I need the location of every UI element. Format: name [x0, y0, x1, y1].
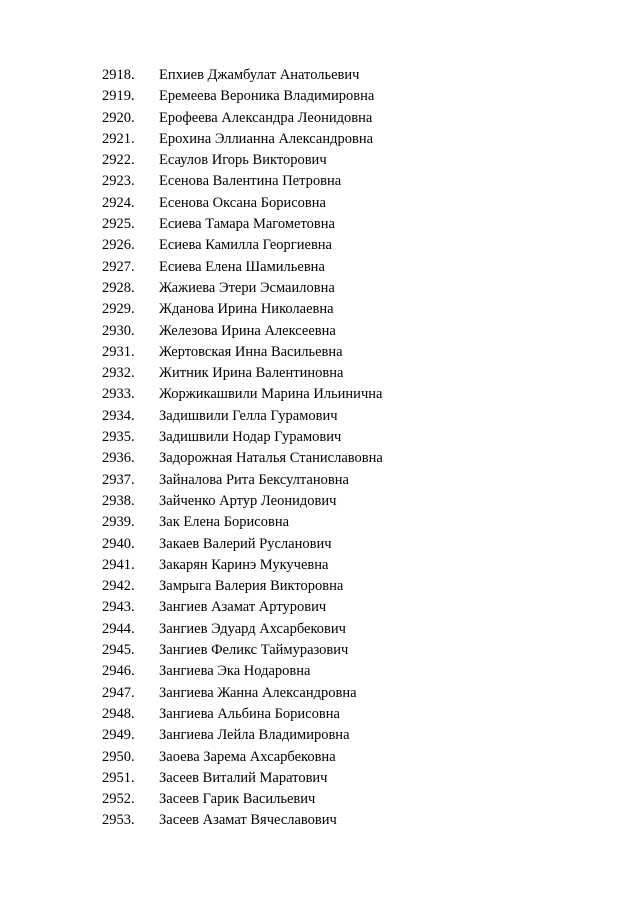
- entry-number: 2923.: [102, 173, 135, 190]
- entry-name: Задишвили Нодар Гурамович: [159, 429, 342, 446]
- list-item: [102, 512, 383, 533]
- entry-number: 2937.: [102, 471, 135, 488]
- entry-name: Еремеева Вероника Владимировна: [159, 88, 375, 105]
- entry-number: 2931.: [102, 343, 135, 360]
- entry-name: Зангиев Феликс Таймуразович: [159, 642, 349, 659]
- entry-number: 2951.: [102, 769, 135, 786]
- entry-name: Житник Ирина Валентиновна: [159, 365, 344, 382]
- entry-name: Зак Елена Борисовна: [159, 514, 290, 531]
- entry-name: Жажиева Этери Эсмаиловна: [159, 279, 335, 296]
- entry-number: 2925.: [102, 216, 135, 233]
- entry-name: Епхиев Джамбулат Анатольевич: [159, 67, 360, 83]
- entry-number: 2949.: [102, 727, 135, 744]
- entry-name: Засеев Гарик Васильевич: [159, 791, 316, 808]
- entry-number: 2926.: [102, 237, 135, 254]
- list-item: [102, 214, 383, 235]
- entry-name: Есиева Тамара Магометовна: [159, 216, 335, 233]
- entry-number: 2953.: [102, 812, 135, 829]
- list-item: [102, 448, 383, 469]
- entry-number: 2952.: [102, 791, 135, 808]
- entry-name: Зангиев Эдуард Ахсарбекович: [159, 620, 346, 637]
- entry-number: 2920.: [102, 109, 135, 126]
- entry-number: 2943.: [102, 599, 135, 616]
- entry-name: Засеев Виталий Маратович: [159, 769, 328, 786]
- entry-name: Зангиева Жанна Александровна: [159, 684, 357, 701]
- entry-number: 2928.: [102, 279, 135, 296]
- list-item: [102, 108, 383, 129]
- entry-number: 2927.: [102, 258, 135, 275]
- list-item: [102, 810, 383, 831]
- entry-name: Задорожная Наталья Станиславовна: [159, 450, 383, 467]
- entry-name: Ерофеева Александра Леонидовна: [159, 109, 373, 126]
- list-item: [102, 406, 383, 427]
- entry-number: 2948.: [102, 705, 135, 722]
- entry-number: 2930.: [102, 322, 135, 339]
- name-list: [102, 65, 383, 832]
- entry-name: Железова Ирина Алексеевна: [159, 322, 336, 339]
- entry-name: Зангиева Альбина Борисовна: [159, 705, 340, 722]
- entry-name: Зайналова Рита Бексултановна: [159, 471, 349, 488]
- entry-name: Заоева Зарема Ахсарбековна: [159, 748, 336, 765]
- entry-number: 2936.: [102, 450, 135, 467]
- list-item: [102, 65, 383, 86]
- list-item: [102, 384, 383, 405]
- list-item: [102, 129, 383, 150]
- list-item: [102, 576, 383, 597]
- entry-name: Жданова Ирина Николаевна: [159, 301, 334, 318]
- entry-number: 2947.: [102, 684, 135, 701]
- entry-number: 2950.: [102, 748, 135, 765]
- entry-name: Есиева Елена Шамильевна: [159, 258, 325, 275]
- entry-name: Есенова Валентина Петровна: [159, 173, 342, 190]
- list-item: [102, 491, 383, 512]
- entry-number: 2933.: [102, 386, 135, 403]
- entry-number: 2944.: [102, 620, 135, 637]
- entry-number: 2922.: [102, 152, 135, 169]
- entry-number: 2935.: [102, 429, 135, 446]
- list-item: [102, 683, 383, 704]
- list-item: [102, 640, 383, 661]
- list-item: [102, 193, 383, 214]
- entry-name: Зангиева Эка Нодаровна: [159, 663, 311, 680]
- entry-name: Есенова Оксана Борисовна: [159, 194, 326, 211]
- list-item: [102, 534, 383, 555]
- list-item: [102, 470, 383, 491]
- list-item: [102, 342, 383, 363]
- entry-name: Задишвили Гелла Гурамович: [159, 407, 338, 424]
- list-item: [102, 789, 383, 810]
- entry-name: Ерохина Эллианна Александровна: [159, 130, 374, 147]
- entry-name: Засеев Азамат Вячеславович: [159, 812, 337, 829]
- entry-number: 2941.: [102, 556, 135, 573]
- entry-name: Жоржикашвили Марина Ильинична: [159, 386, 383, 403]
- entry-number: 2938.: [102, 492, 135, 509]
- list-item: [102, 171, 383, 192]
- entry-name: Зайченко Артур Леонидович: [159, 492, 337, 509]
- entry-name: Зангиева Лейла Владимировна: [159, 727, 350, 744]
- entry-number: 2945.: [102, 642, 135, 659]
- entry-number: 2934.: [102, 407, 135, 424]
- list-item: [102, 768, 383, 789]
- list-item: [102, 363, 383, 384]
- entry-number: 2940.: [102, 535, 135, 552]
- list-item: [102, 661, 383, 682]
- list-item: [102, 704, 383, 725]
- list-item: [102, 235, 383, 256]
- entry-number: 2929.: [102, 301, 135, 318]
- entry-name: Зангиев Азамат Артурович: [159, 599, 327, 616]
- list-item: [102, 299, 383, 320]
- entry-name: Закаев Валерий Русланович: [159, 535, 332, 552]
- entry-number: 2932.: [102, 365, 135, 382]
- entry-number: 2919.: [102, 88, 135, 105]
- entry-number: 2924.: [102, 194, 135, 211]
- entry-name: Закарян Каринэ Мукучевна: [159, 556, 329, 573]
- entry-name: Жертовская Инна Васильевна: [159, 343, 343, 360]
- list-item: [102, 725, 383, 746]
- list-item: [102, 278, 383, 299]
- entry-number: 2942.: [102, 578, 135, 595]
- entry-number: 2939.: [102, 514, 135, 531]
- entry-number: 2921.: [102, 130, 135, 147]
- entry-number: 2946.: [102, 663, 135, 680]
- list-item: [102, 257, 383, 278]
- list-item: [102, 150, 383, 171]
- list-item: [102, 427, 383, 448]
- list-item: [102, 321, 383, 342]
- entry-name: Есаулов Игорь Викторович: [159, 152, 327, 169]
- entry-name: Есиева Камилла Георгиевна: [159, 237, 332, 254]
- list-item: [102, 619, 383, 640]
- list-item: [102, 747, 383, 768]
- entry-number: 2918.: [102, 67, 135, 83]
- list-item: [102, 597, 383, 618]
- entry-name: Замрыга Валерия Викторовна: [159, 578, 344, 595]
- list-item: [102, 86, 383, 107]
- list-item: [102, 555, 383, 576]
